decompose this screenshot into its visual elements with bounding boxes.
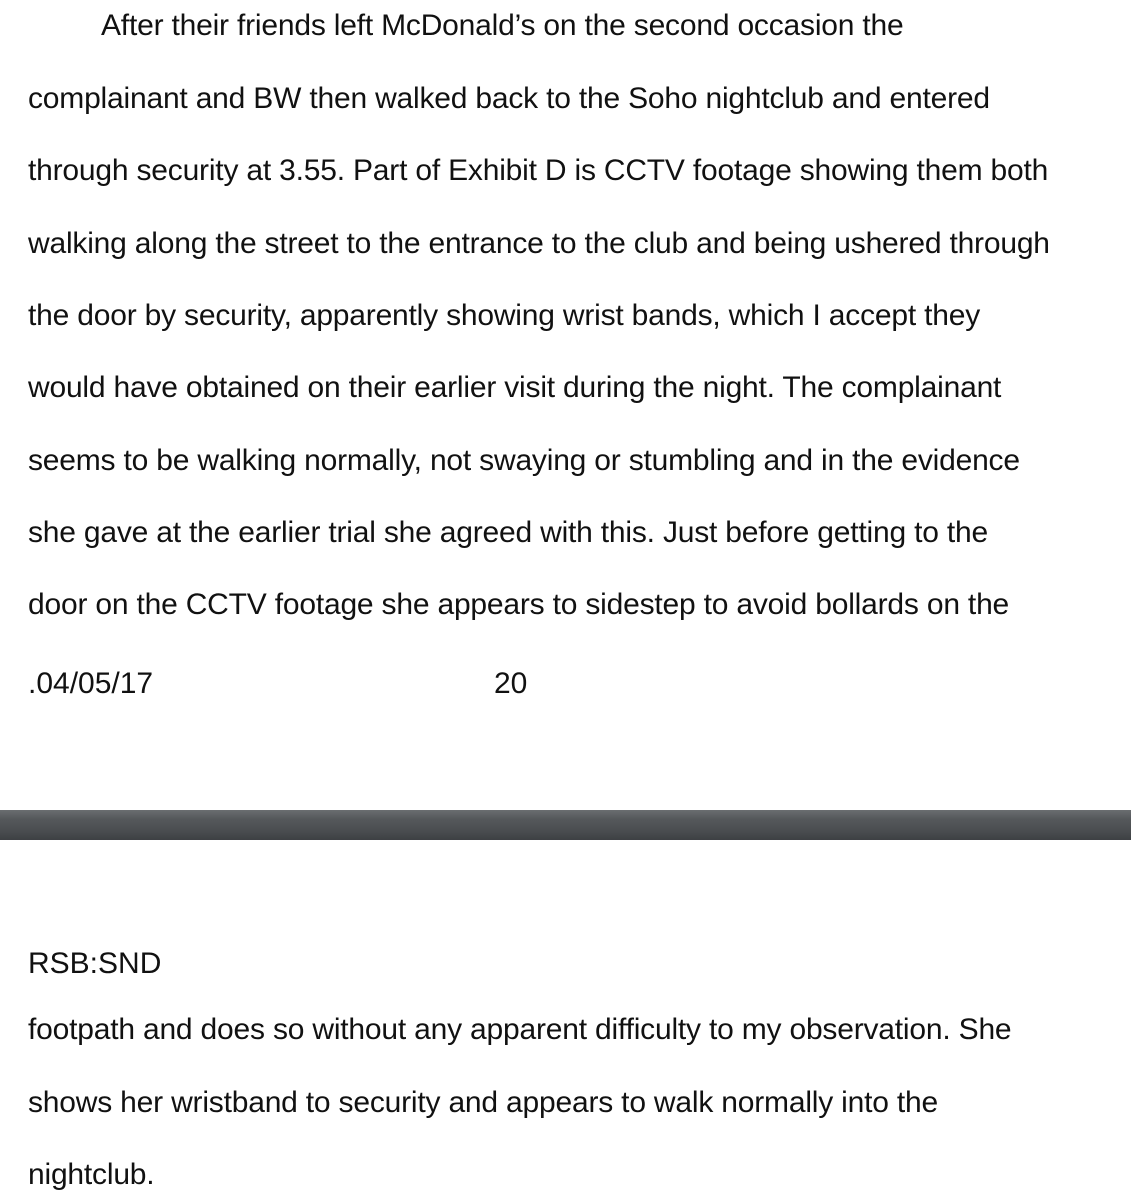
page-break-divider <box>0 810 1131 840</box>
footer-page-number: 20 <box>494 667 528 700</box>
paragraph-line: footpath and does so without any apparent difficulty to my observation. She <box>28 1013 1012 1046</box>
paragraph-line: walking along the street to the entrance to the club and being ushered through <box>28 227 1050 260</box>
paragraph-line: shows her wristband to security and appears to walk normally into the <box>28 1086 938 1119</box>
paragraph-line: complainant and BW then walked back to the Soho nightclub and entered <box>28 82 990 115</box>
paragraph-line: she gave at the earlier trial she agreed with this. Just before getting to the <box>28 516 988 549</box>
page-header-reference: RSB:SND <box>28 947 162 980</box>
paragraph-line: through security at 3.55. Part of Exhibit D is CCTV footage showing them both <box>28 154 1049 187</box>
paragraph-line: the door by security, apparently showing wrist bands, which I accept they <box>28 299 981 332</box>
paragraph-line: door on the CCTV footage she appears to sidestep to avoid bollards on the <box>28 588 1010 621</box>
paragraph-line: nightclub. <box>28 1158 155 1191</box>
paragraph-line: would have obtained on their earlier visit during the night. The complainant <box>28 371 1002 404</box>
footer-date: .04/05/17 <box>28 667 154 700</box>
paragraph-line: seems to be walking normally, not swaying or stumbling and in the evidence <box>28 444 1020 477</box>
paragraph-line: After their friends left McDonald’s on the second occasion the <box>101 9 904 42</box>
